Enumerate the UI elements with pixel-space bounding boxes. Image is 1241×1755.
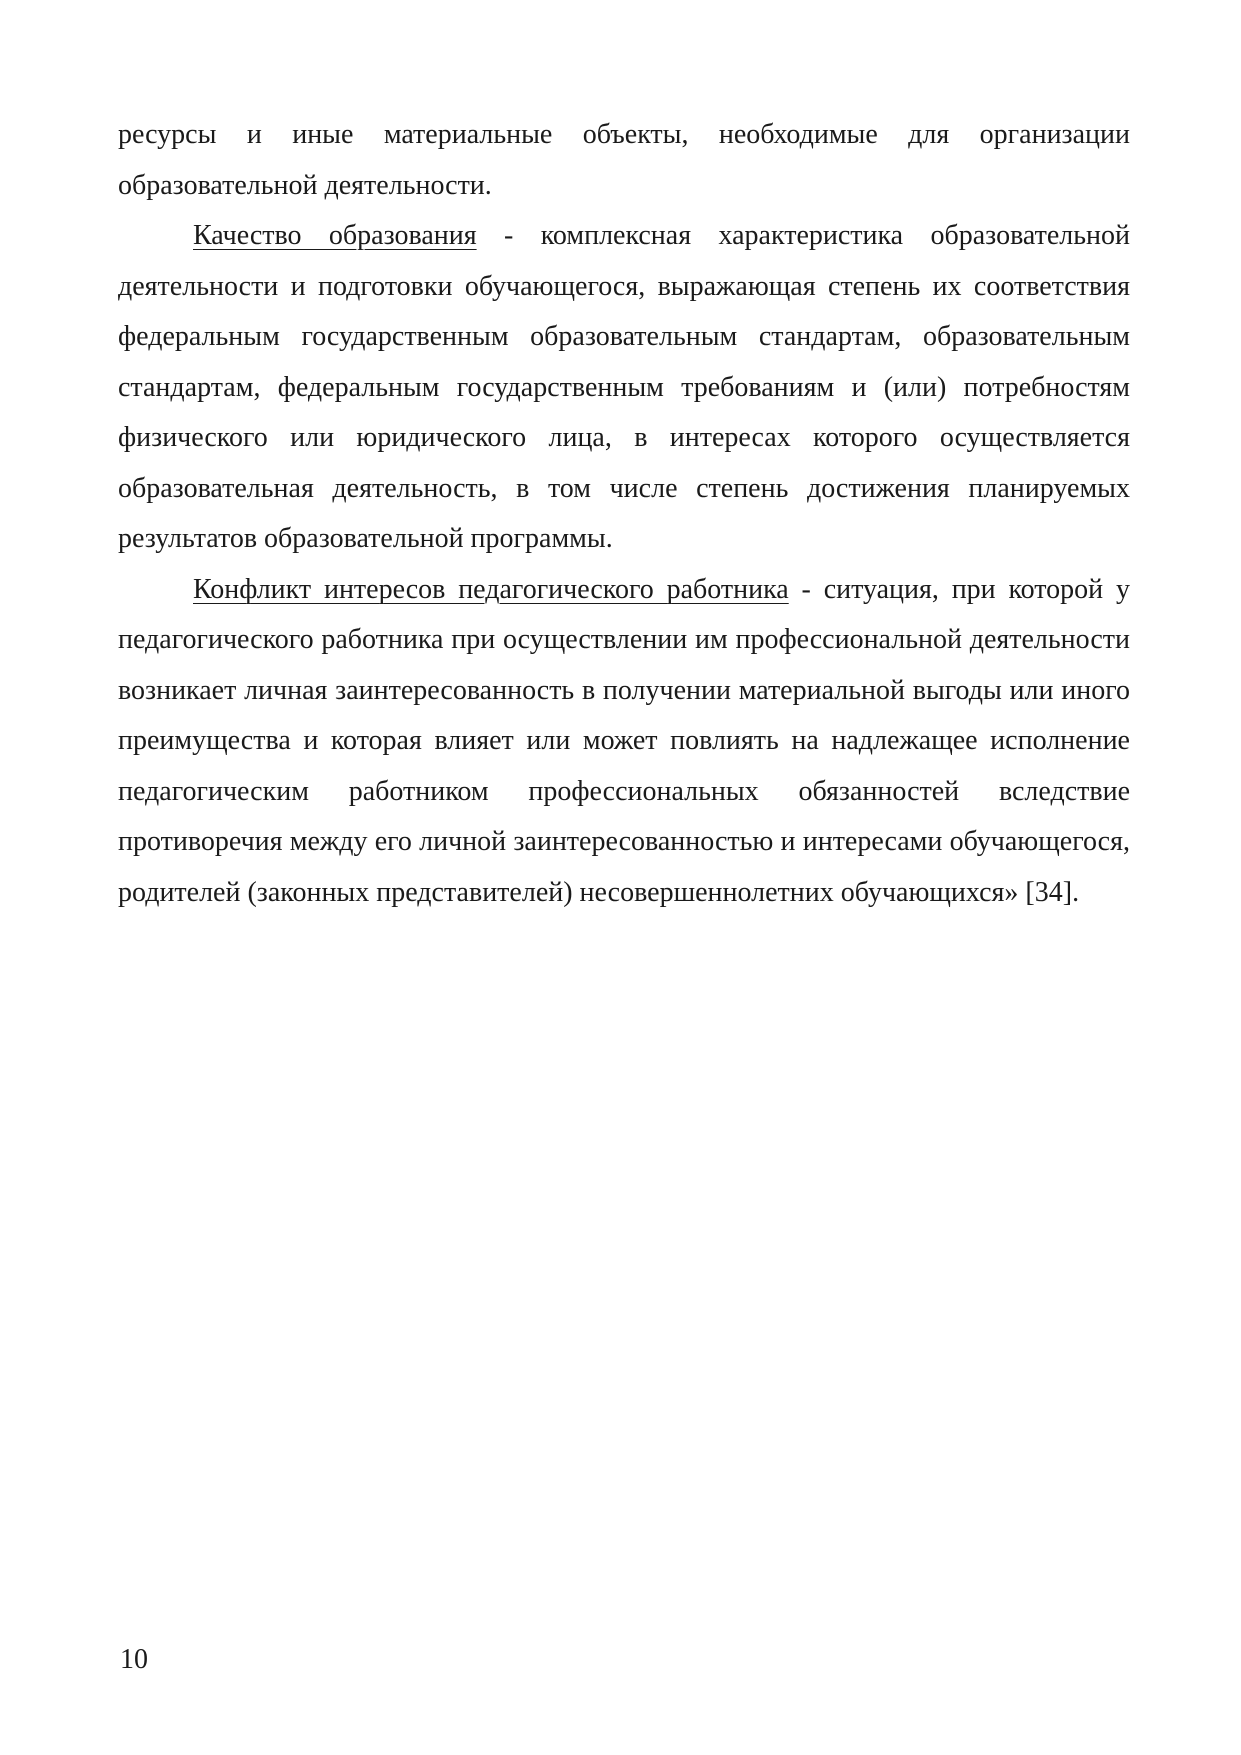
paragraph-quality-of-education: [118, 211, 1130, 565]
defined-term: Качество образования: [193, 220, 477, 251]
defined-term: Конфликт интересов педагогического работника: [193, 573, 789, 605]
definition-text: - ситуация, при которой у педагогического работника при осуществлении им профессиональной деятельности возникает личная заинтересованность в получении материальной выгоды или иного преимущества и которая влияет или может повлиять на надлежащее исполнение педагогическим работником профессиональных обязанностей вследствие противоречия между его личной заинтересованностью и интересами обучающегося, родителей (законных представителей) несовершеннолетних обучающихся» [34].: [118, 573, 1130, 908]
paragraph-conflict-of-interest: [118, 565, 1130, 919]
page-number: 10: [120, 1644, 148, 1675]
definition-text: - комплексная характеристика образовательной деятельности и подготовки обучающегося, выражающая степень их соответствия федеральным государственным образовательным стандартам, образовательным стандартам, федеральным государственным требованиям и (или) потребностям физического или юридического лица, в интересах которого осуществляется образовательная деятельность, в том числе степень достижения планируемых результатов образовательной программы.: [118, 220, 1130, 554]
paragraph-continuation: [118, 110, 1130, 211]
body-text: [118, 110, 1130, 918]
paragraph-text: ресурсы и иные материальные объекты, необходимые для организации образовательной деятельности.: [118, 119, 1130, 201]
